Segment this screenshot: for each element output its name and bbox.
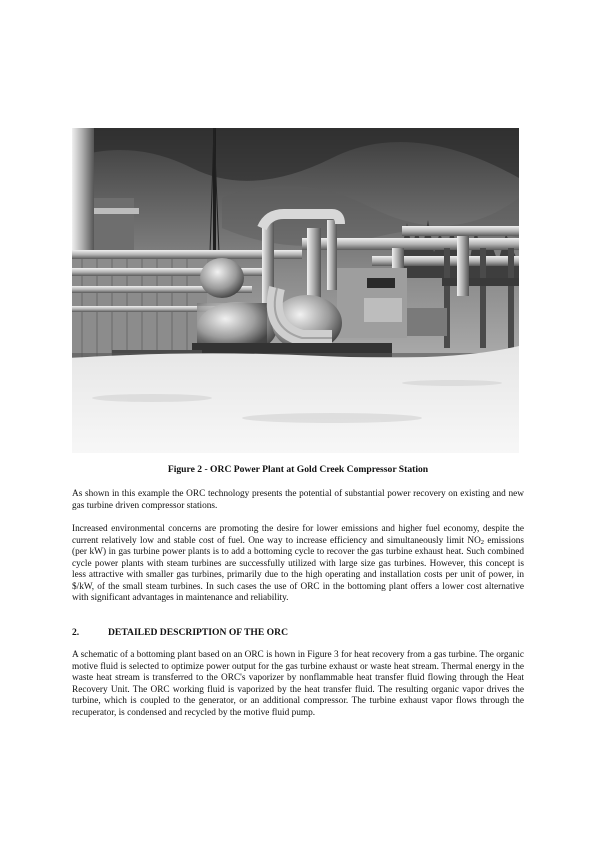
orc-plant-photo — [72, 128, 519, 453]
plant-photo-illustration — [72, 128, 519, 453]
paragraph-environmental — [72, 524, 524, 605]
paragraph-environmental-part-1: Increased environmental concerns are promoting the desire for lower emissions and higher fuel economy, despite the current relatively low and stable cost of fuel. One way to increase efficiency and simultaneously limit NO — [72, 524, 524, 546]
section-title: DETAILED DESCRIPTION OF THE ORC — [108, 627, 289, 638]
section-number: 2. — [72, 627, 80, 638]
figure-caption: Figure 2 - ORC Power Plant at Gold Creek Compressor Station — [167, 464, 429, 475]
section-heading — [72, 627, 524, 638]
paragraph-environmental-part-2: emissions (per kW) in gas turbine power plants is to add a bottoming cycle to recover the gas turbine exhaust heat. Such combined cycle power plants with steam turbines are successfully utilized with large size gas turbines. However, this concept is less attractive with smaller gas turbines, primarily due to the high operating and installation costs per unit of power, in $/kW, of the small steam turbines. In such cases the use of ORC in the bottoming plant offers a lower cost alternative with significant advantages in maintenance and reliability. — [72, 535, 524, 603]
paragraph-schematic: A schematic of a bottoming plant based on an ORC is hown in Figure 3 for heat recovery from a gas turbine. The organic motive fluid is selected to optimize power output for the gas turbine exhaust or waste heat stream. Thermal energy in the waste heat stream is transferred to the ORC's vaporizer by nonflammable heat transfer fluid flowing through the Heat Recovery Unit. The ORC working fluid is vaporized by the heat transfer fluid. The resulting organic vapor drives the turbine, which is coupled to the generator, or an additional compressor. The turbine exhaust vapor flows through the recuperator, is condensed and recycled by the motive fluid pump. — [72, 650, 524, 718]
no2-subscript: 2 — [480, 538, 485, 546]
paragraph-intro: As shown in this example the ORC technology presents the potential of substantial power recovery on existing and new gas turbine driven compressor stations. — [72, 489, 524, 511]
